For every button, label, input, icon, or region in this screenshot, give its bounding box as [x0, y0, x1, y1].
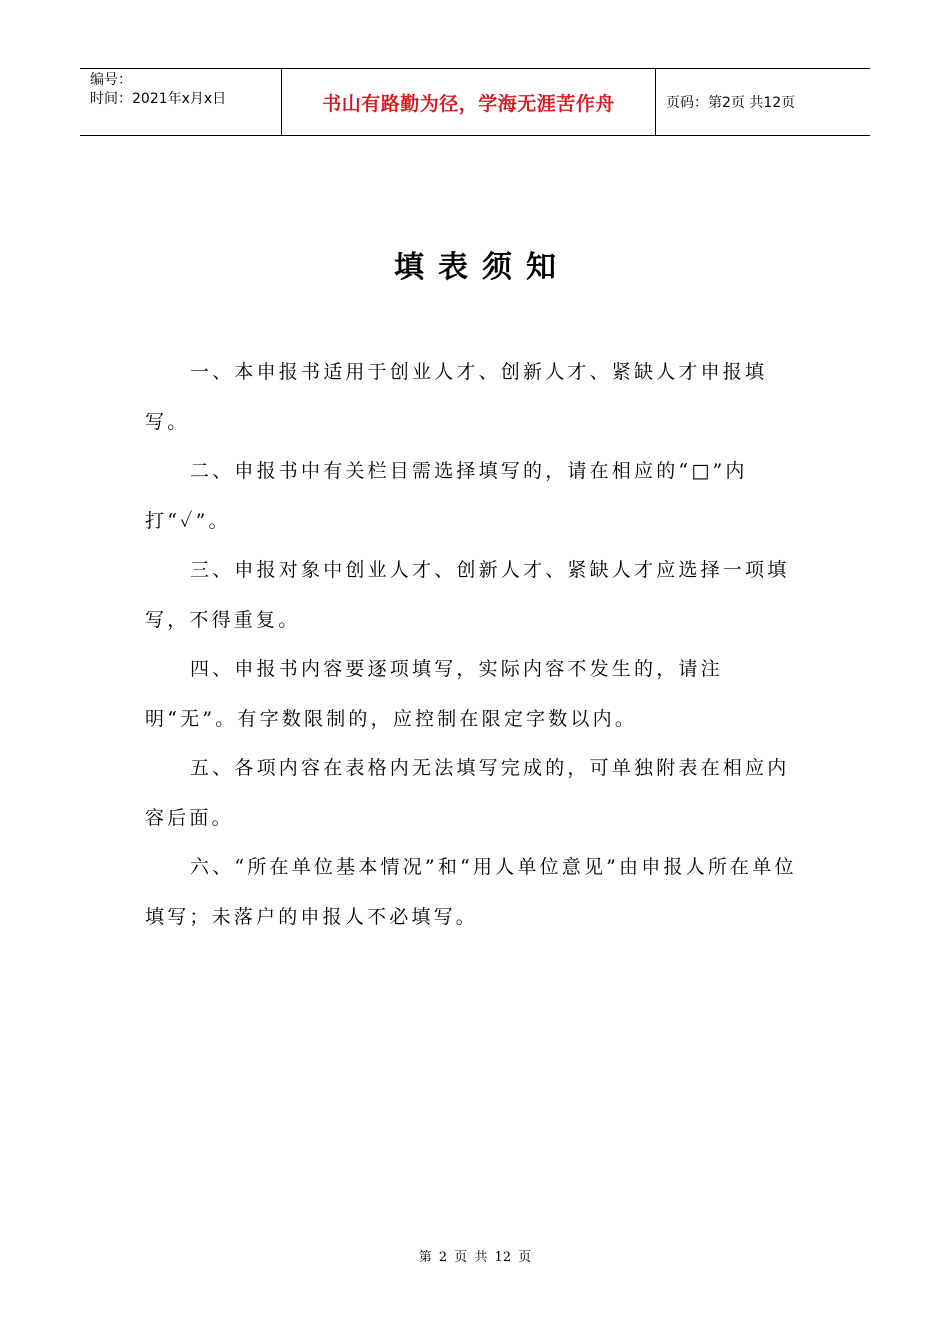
header-meta-cell: [80, 69, 282, 135]
instruction-paragraph-5: 五、各项内容在表格内无法填写完成的，可单独附表在相应内容后面。: [145, 757, 790, 829]
header-slogan-cell: [282, 69, 656, 135]
slogan-text: 书山有路勤为径，学海无涯苦作舟: [322, 92, 615, 115]
instruction-paragraph-6: 六、“所在单位基本情况”和“用人单位意见”由申报人所在单位填写；未落户的申报人不必填写。: [145, 856, 797, 928]
page-footer: 第 2 页 共 12 页: [418, 1250, 532, 1265]
instruction-paragraph-3: 三、申报对象中创业人才、创新人才、紧缺人才应选择一项填写，不得重复。: [145, 559, 790, 631]
page-info: 页码：第2页 共12页: [666, 95, 796, 111]
instruction-paragraph-2: 二、申报书中有关栏目需选择填写的，请在相应的“□”内打“✓”。: [145, 460, 748, 532]
document-title: 填表须知: [394, 250, 570, 285]
page-header: [80, 68, 870, 136]
instructions-body: [145, 348, 810, 942]
instruction-paragraph-4: 四、申报书内容要逐项填写，实际内容不发生的，请注明“无”。有字数限制的，应控制在限定字数以内。: [145, 658, 723, 730]
time-label: 时间：2021年x月x日: [90, 91, 227, 107]
serial-label: 编号：: [90, 72, 132, 88]
header-page-cell: [656, 69, 870, 135]
instruction-paragraph-1: 一、本申报书适用于创业人才、创新人才、紧缺人才申报填写。: [145, 361, 768, 433]
